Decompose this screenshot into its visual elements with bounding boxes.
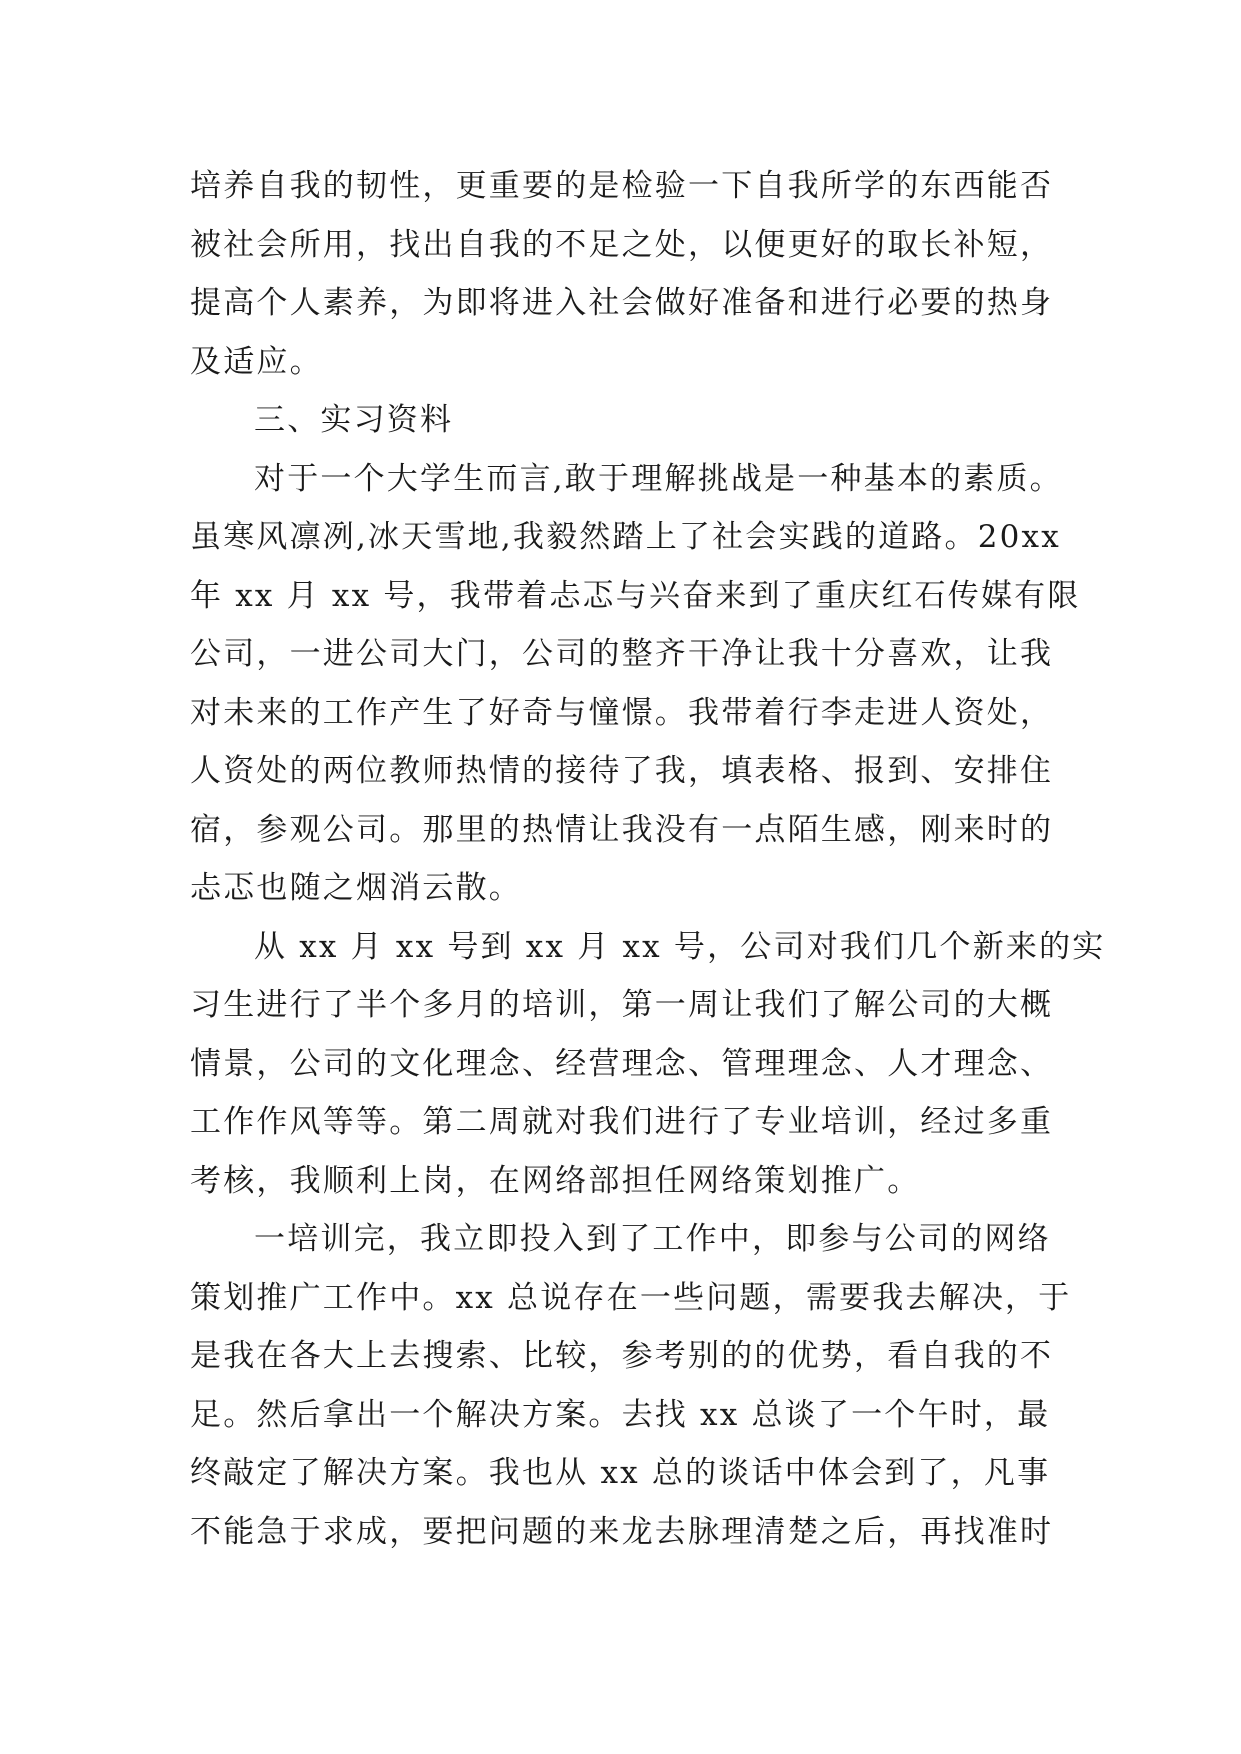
- text-line: 终敲定了解决方案。我也从 xx 总的谈话中体会到了，凡事: [190, 1455, 1051, 1491]
- text-line: 年 xx 月 xx 号，我带着忐忑与兴奋来到了重庆红石传媒有限: [190, 577, 1081, 614]
- text-line: 提高个人素养，为即将进入社会做好准备和进行必要的热身: [190, 285, 1054, 321]
- document-body: [190, 157, 1106, 1561]
- section-heading: 三、实习资料: [254, 402, 454, 438]
- text-line: 一培训完，我立即投入到了工作中，即参与公司的网络: [254, 1221, 1051, 1257]
- text-line: 足。然后拿出一个解决方案。去找 xx 总谈了一个午时，最: [190, 1396, 1051, 1433]
- text-line: 考核，我顺利上岗，在网络部担任网络策划推广。: [190, 1162, 921, 1199]
- text-line: 宿，参观公司。那里的热情让我没有一点陌生感，刚来时的: [190, 811, 1054, 848]
- text-line: 情景，公司的文化理念、经营理念、管理理念、人才理念、: [190, 1045, 1054, 1082]
- text-line: 从 xx 月 xx 号到 xx 月 xx 号，公司对我们几个新来的实: [254, 928, 1106, 965]
- text-line: 不能急于求成，要把问题的来龙去脉理清楚之后，再找准时: [190, 1513, 1054, 1550]
- text-line: 对于一个大学生而言,敢于理解挑战是一种基本的素质。: [254, 460, 1063, 497]
- text-line: 被社会所用，找出自我的不足之处，以便更好的取长补短，: [190, 226, 1054, 263]
- text-line: 人资处的两位教师热情的接待了我，填表格、报到、安排住: [190, 753, 1054, 789]
- text-line: 培养自我的韧性，更重要的是检验一下自我所学的东西能否: [190, 168, 1054, 204]
- text-line: 是我在各大上去搜索、比较，参考别的的优势，看自我的不: [190, 1338, 1054, 1374]
- text-line: 策划推广工作中。xx 总说存在一些问题，需要我去解决，于: [190, 1279, 1072, 1316]
- text-line: 对未来的工作产生了好奇与憧憬。我带着行李走进人资处，: [190, 694, 1054, 731]
- text-line: 虽寒风凛冽,冰天雪地,我毅然踏上了社会实践的道路。20xx: [190, 519, 1061, 555]
- text-line: 公司，一进公司大门，公司的整齐干净让我十分喜欢，让我: [190, 636, 1054, 672]
- text-line: 工作作风等等。第二周就对我们进行了专业培训，经过多重: [190, 1104, 1054, 1140]
- text-line: 及适应。: [190, 343, 323, 380]
- text-line: 忐忑也随之烟消云散。: [190, 870, 522, 906]
- text-line: 习生进行了半个多月的培训，第一周让我们了解公司的大概: [190, 987, 1054, 1023]
